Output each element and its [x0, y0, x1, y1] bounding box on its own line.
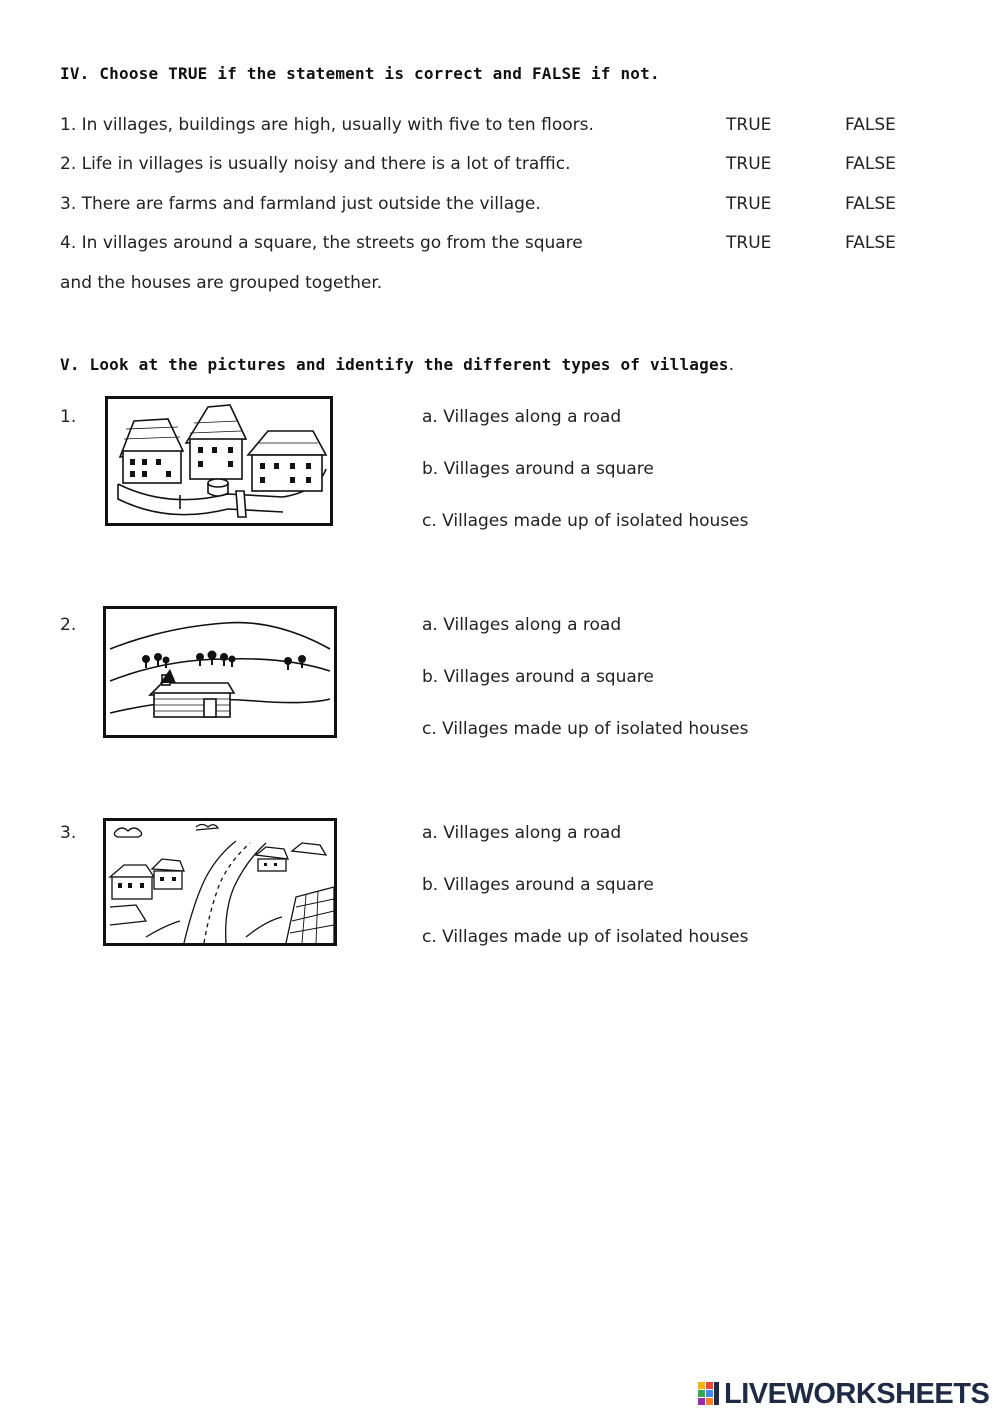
statement-4-continuation: and the houses are grouped together.	[60, 273, 383, 293]
liveworksheets-logo-text: LIVEWORKSHEETS	[724, 1377, 990, 1410]
village-along-road-illustration	[106, 821, 334, 943]
isolated-houses-illustration	[106, 609, 334, 735]
statement-3-text: 3. There are farms and farmland just outside the village.	[60, 194, 541, 214]
statement-4-false-option[interactable]: FALSE	[845, 233, 896, 253]
village-around-square-illustration	[108, 399, 330, 523]
question-1-option-c[interactable]: c. Villages made up of isolated houses	[422, 511, 749, 531]
question-3-option-a[interactable]: a. Villages along a road	[422, 823, 622, 843]
question-3-picture	[103, 818, 337, 946]
question-1-option-b[interactable]: b. Villages around a square	[422, 459, 654, 479]
section-v-heading-period: .	[728, 355, 735, 375]
statement-3-true-option[interactable]: TRUE	[726, 194, 772, 214]
statement-1-true-option[interactable]: TRUE	[726, 115, 772, 135]
statement-2-false-option[interactable]: FALSE	[845, 154, 896, 174]
question-3-option-b[interactable]: b. Villages around a square	[422, 875, 654, 895]
question-1-option-a[interactable]: a. Villages along a road	[422, 407, 622, 427]
question-1-number: 1.	[60, 407, 77, 427]
statement-2-true-option[interactable]: TRUE	[726, 154, 772, 174]
question-3-option-c[interactable]: c. Villages made up of isolated houses	[422, 927, 749, 947]
statement-4-true-option[interactable]: TRUE	[726, 233, 772, 253]
section-iv-heading: IV. Choose TRUE if the statement is correct and FALSE if not.	[60, 64, 660, 83]
statement-3-false-option[interactable]: FALSE	[845, 194, 896, 214]
statement-4-text: 4. In villages around a square, the streets go from the square	[60, 233, 583, 253]
question-2-number: 2.	[60, 615, 77, 635]
question-2-option-c[interactable]: c. Villages made up of isolated houses	[422, 719, 749, 739]
statement-2-text: 2. Life in villages is usually noisy and there is a lot of traffic.	[60, 154, 571, 174]
question-1-picture	[105, 396, 333, 526]
liveworksheets-logo	[697, 1376, 989, 1412]
statement-1-false-option[interactable]: FALSE	[845, 115, 896, 135]
section-v-heading-line	[60, 355, 734, 375]
question-2-option-a[interactable]: a. Villages along a road	[422, 615, 622, 635]
liveworksheets-logo-icon	[697, 1380, 721, 1408]
question-3-number: 3.	[60, 823, 77, 843]
question-2-picture	[103, 606, 337, 738]
question-2-option-b[interactable]: b. Villages around a square	[422, 667, 654, 687]
section-v-heading: V. Look at the pictures and identify the different types of villages	[60, 355, 729, 374]
statement-1-text: 1. In villages, buildings are high, usually with five to ten floors.	[60, 115, 594, 135]
